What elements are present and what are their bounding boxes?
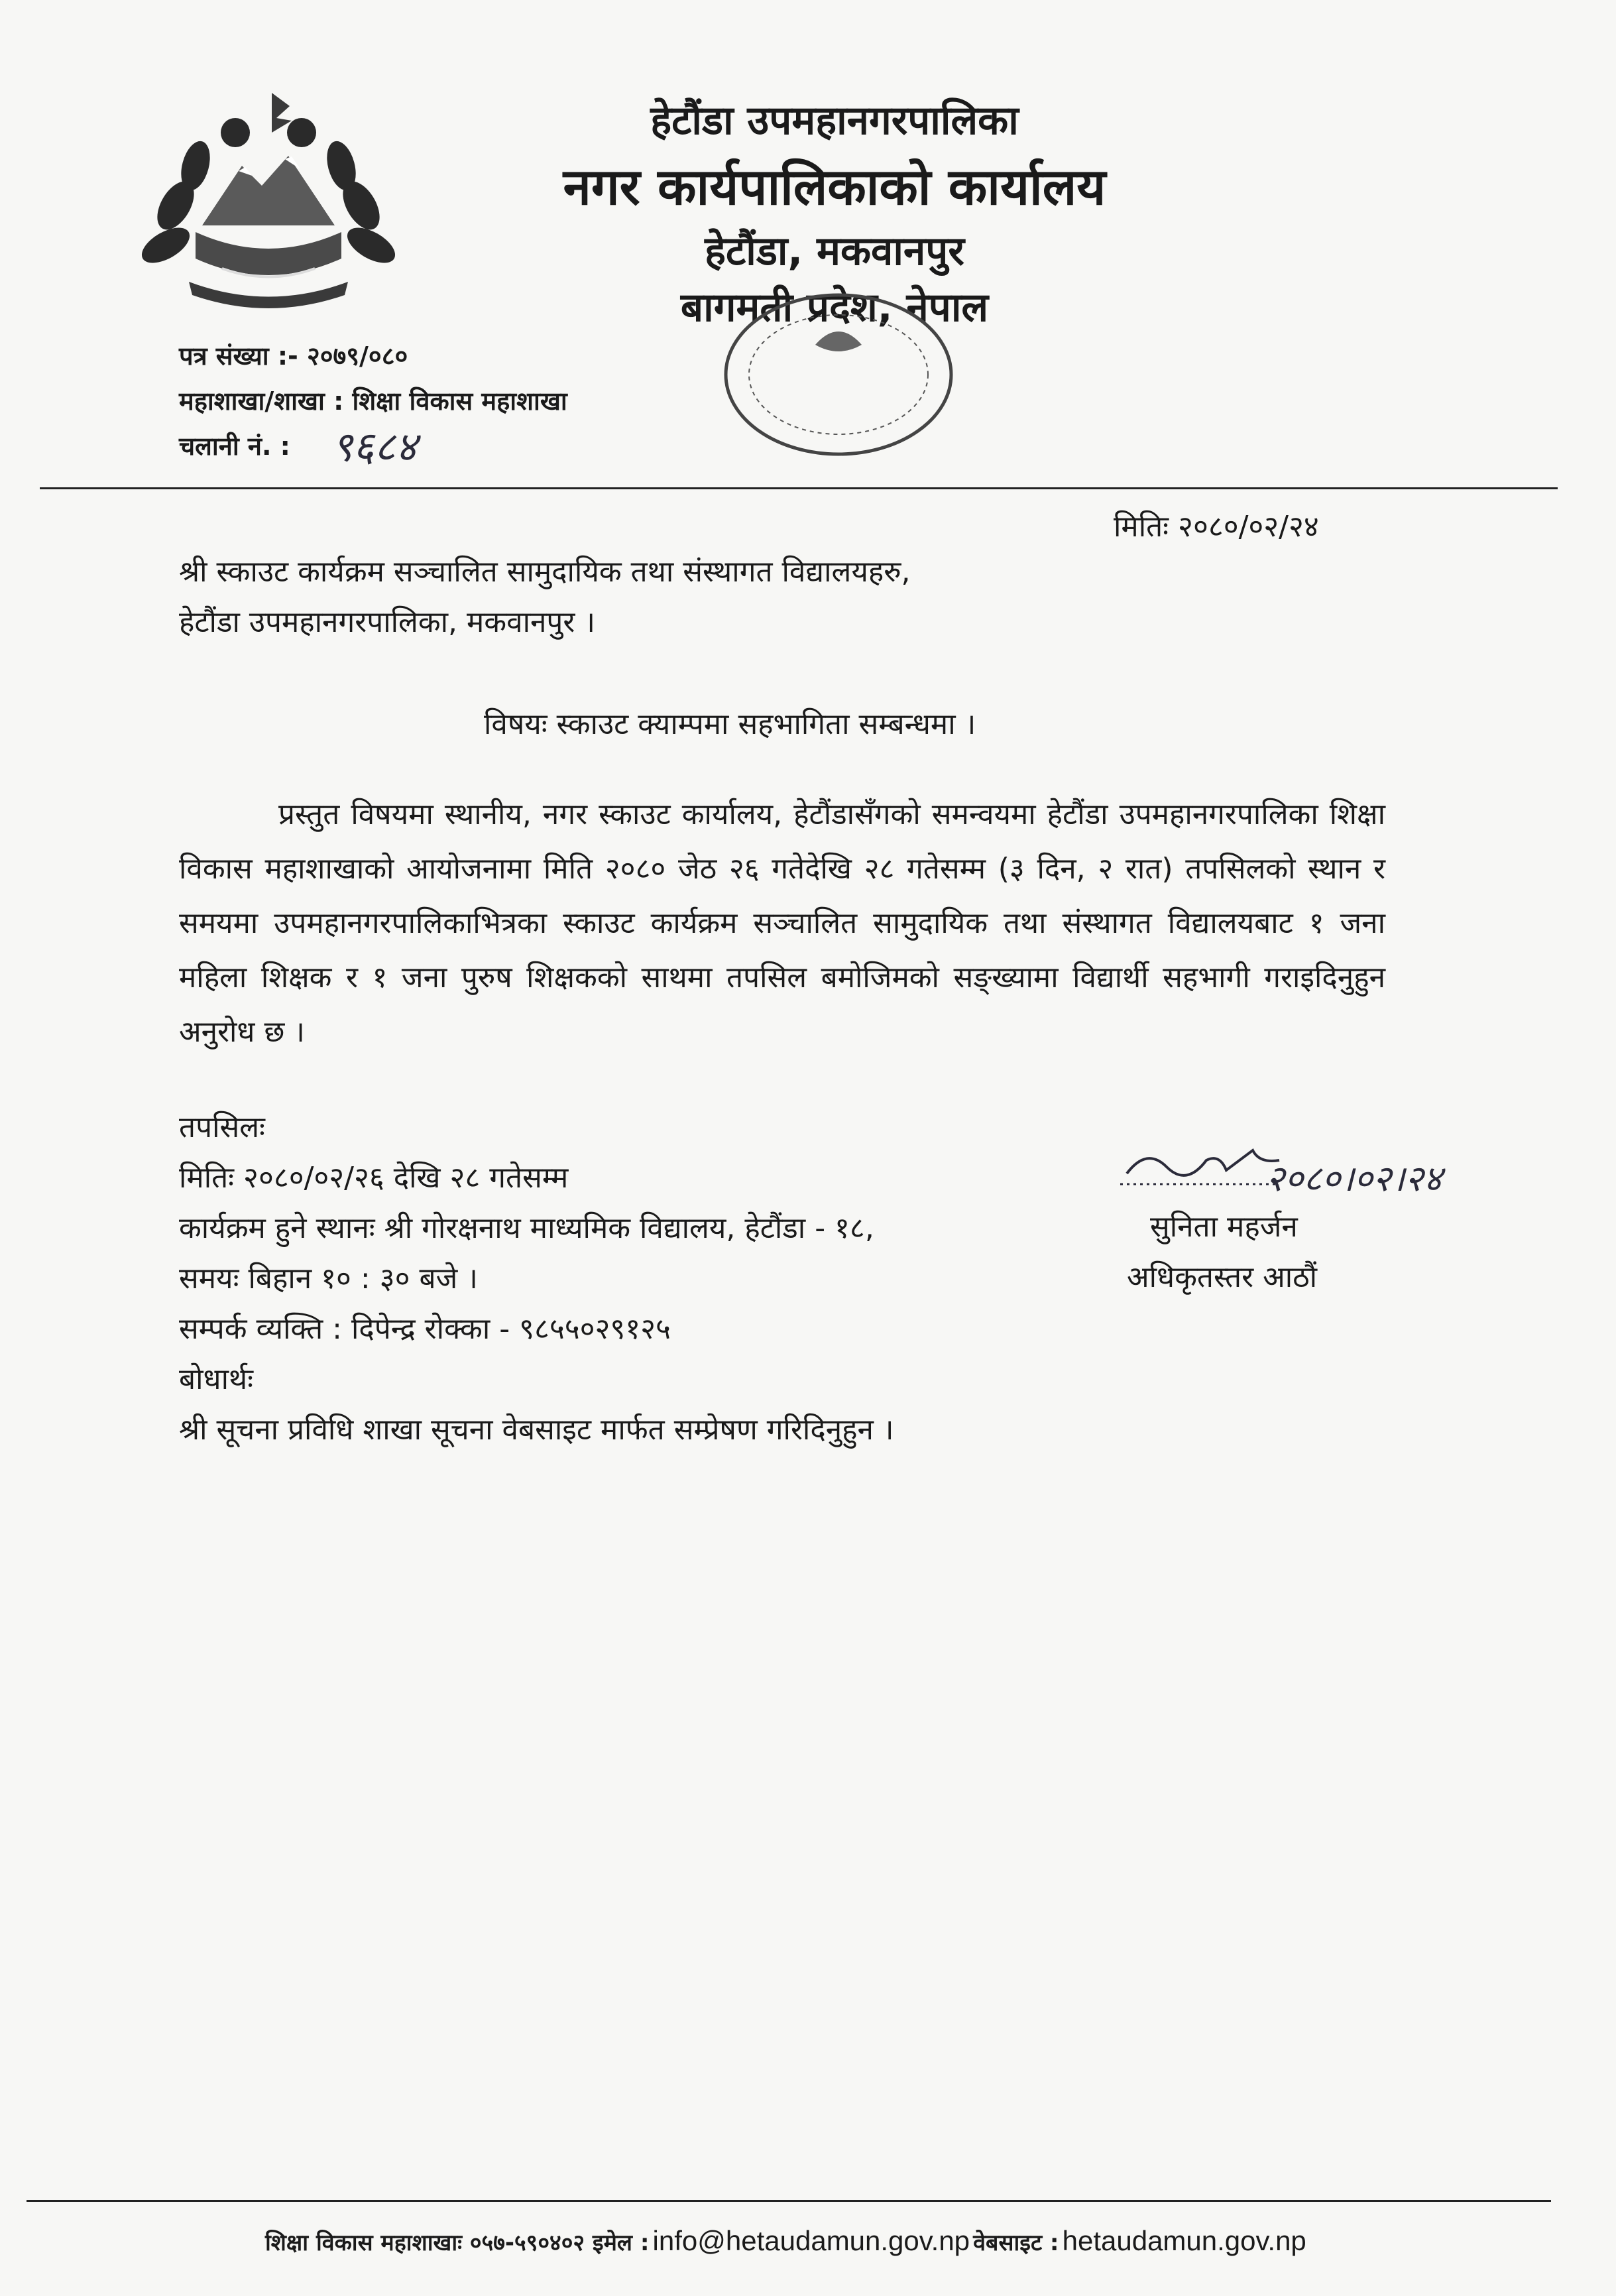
signatory-designation: अधिकृतस्तर आठौं: [1127, 1260, 1318, 1294]
footer-contact: [265, 2225, 1306, 2257]
cc-line: श्री सूचना प्रविधि शाखा सूचना वेबसाइट मार्फत सम्प्रेषण गरिदिनुहुन ।: [179, 1413, 894, 1447]
letter-subject: विषयः स्काउट क्याम्पमा सहभागिता सम्बन्धमा ।: [484, 707, 976, 741]
event-venue: कार्यक्रम हुने स्थानः श्री गोरक्षनाथ माध्यमिक विद्यालय, हेटौंडा - १८,: [179, 1211, 874, 1245]
signature-date-handwritten: २०८०।०२।२४: [1266, 1158, 1442, 1199]
signatory-name: सुनिता महर्जन: [1150, 1210, 1298, 1244]
letter-date: मितिः २०८०/०२/२४: [1114, 510, 1319, 544]
office-round-stamp: [716, 278, 961, 471]
office-province: बागमती प्रदेश, नेपाल: [680, 284, 989, 331]
dispatch-label: चलानी नं. :: [179, 432, 290, 461]
footer-website[interactable]: hetaudamun.gov.np: [1062, 2225, 1306, 2256]
cc-heading: बोधार्थः: [179, 1362, 253, 1396]
details-heading: तपसिलः: [179, 1111, 265, 1144]
municipality-name: हेटौंडा उपमहानगरपालिका: [650, 97, 1019, 144]
footer-divider: [27, 2200, 1551, 2202]
header-divider: [40, 487, 1558, 489]
dispatch-number-handwritten: ९६८४: [331, 422, 417, 471]
footer-email[interactable]: info@hetaudamun.gov.np: [652, 2225, 970, 2256]
event-time: समयः बिहान १० : ३० बजे ।: [179, 1262, 478, 1296]
recipient-line-2: हेटौंडा उपमहानगरपालिका, मकवानपुर ।: [179, 605, 596, 639]
contact-person: सम्पर्क व्यक्ति : दिपेन्द्र रोक्का - ९८५५०२९१२५: [179, 1312, 671, 1346]
footer-phone: शिक्षा विकास महाशाखाः ०५७-५९०४०२ इमेल :: [265, 2230, 650, 2256]
event-date: मितिः २०८०/०२/२६ देखि २८ गतेसम्म: [179, 1161, 569, 1195]
letter-number: पत्र संख्या :- २०७९/०८०: [179, 341, 408, 371]
office-name: नगर कार्यपालिकाको कार्यालय: [563, 157, 1106, 216]
office-location: हेटौंडा, मकवानपुर: [705, 228, 964, 274]
recipient-line-1: श्री स्काउट कार्यक्रम सञ्चालित सामुदायिक तथा संस्थागत विद्यालयहरु,: [179, 555, 911, 589]
branch-name: महाशाखा/शाखा : शिक्षा विकास महाशाखा: [179, 387, 567, 416]
letter-body: प्रस्तुत विषयमा स्थानीय, नगर स्काउट कार्यालय, हेटौंडासँगको समन्वयमा हेटौंडा उपमहानगरपालिका शिक्षा विकास महाशाखाको आयोजनामा मिति २०८० जेठ २६ गतेदेखि २८ गतेसम्म (३ दिन, २ रात) तपसिलको स्थान र समयमा उपमहानगरपालिकाभित्रका स्काउट कार्यक्रम सञ्चालित सामुदायिक तथा संस्थागत विद्यालयबाट १ जना महिला शिक्षक र १ जना पुरुष शिक्षकको साथमा तपसिल बमोजिमको सङ्ख्यामा विद्यार्थी सहभागी गराइदिनुहुन अनुरोध छ ।: [179, 798, 1385, 1049]
footer-website-label: वेबसाइट :: [973, 2230, 1059, 2256]
